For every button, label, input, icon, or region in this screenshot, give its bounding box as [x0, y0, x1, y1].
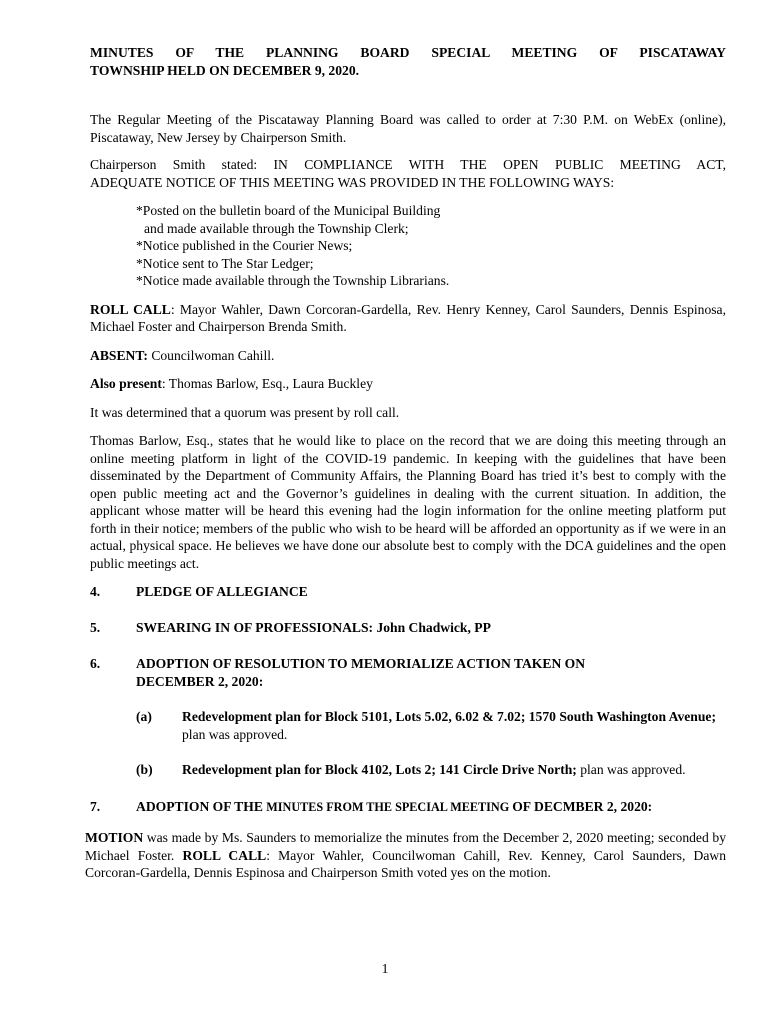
sub-item-text: [182, 761, 726, 779]
item-number: 5.: [90, 619, 101, 635]
agenda-item-7: [90, 798, 726, 817]
item-number: 6.: [90, 656, 101, 671]
notice-item: and made available through the Township Clerk;: [144, 220, 409, 236]
document-title: [90, 44, 726, 79]
notice-item: *Notice sent to The Star Ledger;: [136, 255, 314, 271]
quorum-paragraph: It was determined that a quorum was present by roll call.: [90, 404, 400, 420]
sub-item-bold: Redevelopment plan for Block 4102, Lots 2; 141 Circle Drive North;: [182, 762, 577, 777]
title-line-2: TOWNSHIP HELD ON DECEMBER 9, 2020.: [90, 62, 360, 78]
item-heading-part: OF DECMBER 2, 2020:: [512, 798, 653, 814]
motion-label: MOTION: [85, 830, 144, 845]
sub-item-label: (a): [136, 709, 152, 724]
also-present-label: Also present: [90, 376, 162, 391]
sub-item-label: (b): [136, 762, 153, 777]
absent-text: Councilwoman Cahill.: [147, 347, 275, 363]
agenda-item-5: [90, 619, 726, 637]
sub-item-text: [182, 708, 726, 743]
item-heading-part: MINUTES FROM THE SPECIAL MEETING: [266, 799, 513, 814]
statement-line-1: Chairperson Smith stated: IN COMPLIANCE WITH THE OPEN PUBLIC MEETING ACT,: [90, 157, 726, 172]
roll-call-label: ROLL CALL: [182, 847, 267, 863]
notice-item: *Notice published in the Courier News;: [136, 238, 353, 253]
title-line-1: MINUTES OF THE PLANNING BOARD SPECIAL MEETING OF PISCATAWAY: [90, 45, 726, 60]
motion-roll-text: : Mayor Wahler, Councilwoman Cahill, Rev. Kenney, Carol Saunders, Dawn Corcoran-Gardella, Dennis Espinosa and Chairperson Smith voted yes on the motion.: [85, 847, 726, 880]
item-heading: ADOPTION OF RESOLUTION TO MEMORIALIZE ACTION TAKEN ON DECEMBER 2, 2020:: [136, 656, 586, 689]
item-number: 7.: [90, 798, 101, 814]
absent-label: ABSENT:: [90, 347, 148, 363]
intro-paragraph: The Regular Meeting of the Piscataway Planning Board was called to order at 7:30 P.M. on WebEx (online), Piscataway, New Jersey by Chairperson Smith.: [90, 112, 726, 145]
also-present-text: : Thomas Barlow, Esq., Laura Buckley: [161, 376, 373, 391]
notice-list: [136, 202, 726, 290]
roll-call-text: : Mayor Wahler, Dawn Corcoran-Gardella, Rev. Henry Kenney, Carol Saunders, Dennis Espinosa, Michael Foster and Chairperson Brenda Smith.: [90, 301, 726, 334]
notice-item: *Notice made available through the Township Librarians.: [136, 273, 450, 288]
motion-paragraph: [85, 829, 726, 882]
statement-line-2: ADEQUATE NOTICE OF THIS MEETING WAS PROVIDED IN THE FOLLOWING WAYS:: [90, 174, 615, 190]
roll-call-paragraph: [90, 301, 726, 336]
sub-item-plain: plan was approved.: [182, 726, 288, 742]
sub-item-a: [136, 708, 726, 743]
sub-item-plain: plan was approved.: [576, 762, 686, 777]
agenda-item-4: [90, 583, 726, 601]
agenda-item-6: [90, 655, 726, 690]
sub-item-b: [136, 761, 726, 779]
roll-call-label: ROLL CALL: [90, 301, 171, 317]
item-heading-part: ADOPTION OF THE: [136, 798, 267, 814]
item-number: 4.: [90, 584, 101, 599]
chairperson-statement: [90, 156, 726, 191]
also-present-paragraph: [90, 375, 726, 393]
sub-item-bold: Redevelopment plan for Block 5101, Lots 5.02, 6.02 & 7.02; 1570 South Washington Avenue;: [182, 709, 716, 724]
item-heading: SWEARING IN OF PROFESSIONALS: John Chadwick, PP: [136, 619, 491, 635]
absent-paragraph: [90, 347, 726, 365]
barlow-statement: Thomas Barlow, Esq., states that he would like to place on the record that we are doing this meeting through an online meeting platform in light of the COVID-19 pandemic. In keeping with the guidelines that have been disseminated by the Department of Community Affairs, the Planning Board has tried it’s best to comply with the open public meeting act and the Governor’s guidelines in dealing with the current situation. In addition, the applicant whose matter will be heard this evening had the login information for the online meeting platform put forth in their notice; members of the public who wish to be heard will be afforded an opportunity as if we were in an actual, physical space. He believes we have done our absolute best to comply with the DCA guidelines and the open public meetings act.: [90, 433, 726, 571]
document-page: [85, 44, 726, 882]
motion-text: was made by Ms. Saunders to memorialize the minutes from the December 2, 2020 meeting; seconded by Michael Foster.: [85, 830, 726, 863]
page-number: 1: [381, 961, 389, 976]
notice-item: *Posted on the bulletin board of the Municipal Building: [136, 203, 441, 218]
item-heading: [136, 798, 726, 817]
item-heading: PLEDGE OF ALLEGIANCE: [136, 584, 308, 599]
